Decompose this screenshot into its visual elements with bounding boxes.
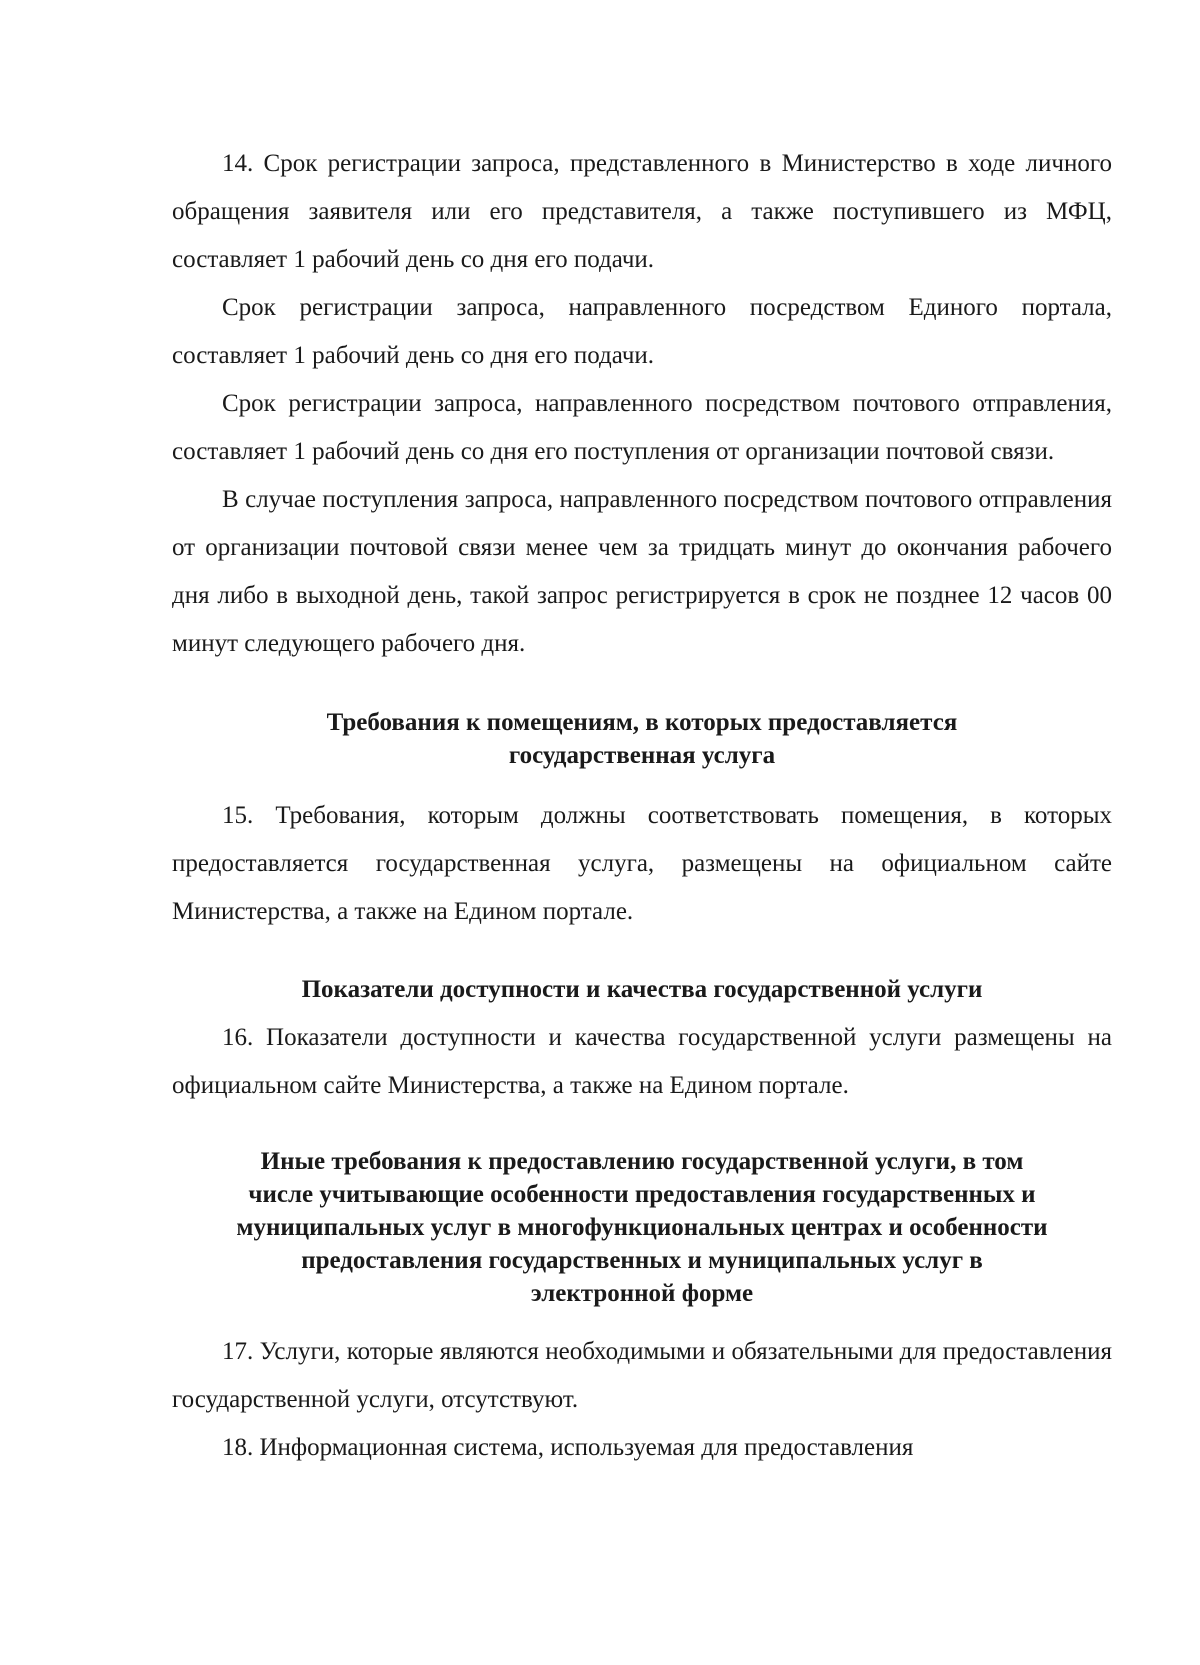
paragraph-14-postal: Срок регистрации запроса, направленного посредством почтового отправления, составляет 1 рабочий день со дня его поступления от организации почтовой связи. (172, 390, 1112, 465)
heading-premises-requirements (172, 706, 1112, 772)
paragraph-15: 15. Требования, которым должны соответствовать помещения, в которых предоставляется государственная услуга, размещены на официальном сайте Министерства, а также на Едином портале. (172, 802, 1112, 925)
heading-other-line-5: электронной форме (530, 1280, 754, 1307)
heading-other-line-3: муниципальных услуг в многофункциональных центрах и особенности (236, 1214, 1048, 1241)
heading-premises-line-2: государственная услуга (508, 742, 776, 769)
paragraph-18: 18. Информационная система, используемая для предоставления (222, 1434, 914, 1461)
paragraph-17: 17. Услуги, которые являются необходимыми и обязательными для предоставления государственной услуги, отсутствуют. (172, 1338, 1112, 1413)
heading-other-requirements (172, 1145, 1112, 1310)
paragraph-14-after-hours: В случае поступления запроса, направленного посредством почтового отправления от организации почтовой связи менее чем за тридцать минут до окончания рабочего дня либо в выходной день, такой запрос регистрируется в срок не позднее 12 часов 00 минут следующего рабочего дня. (172, 486, 1112, 657)
paragraph-16: 16. Показатели доступности и качества государственной услуги размещены на официальном сайте Министерства, а также на Едином портале. (172, 1024, 1112, 1099)
document-body (172, 140, 1112, 1472)
heading-premises-line-1: Требования к помещениям, в которых предоставляется (326, 709, 958, 736)
heading-other-line-2: числе учитывающие особенности предоставления государственных и (248, 1181, 1036, 1208)
paragraph-14-portal: Срок регистрации запроса, направленного посредством Единого портала, составляет 1 рабочий день со дня его подачи. (172, 294, 1112, 369)
heading-other-line-4: предоставления государственных и муниципальных услуг в (301, 1247, 983, 1274)
paragraph-14: 14. Срок регистрации запроса, представленного в Министерство в ходе личного обращения заявителя или его представителя, а также поступившего из МФЦ, составляет 1 рабочий день со дня его подачи. (172, 150, 1112, 273)
heading-other-line-1: Иные требования к предоставлению государственной услуги, в том (260, 1148, 1024, 1175)
heading-accessibility-indicators: Показатели доступности и качества государственной услуги (301, 976, 983, 1003)
